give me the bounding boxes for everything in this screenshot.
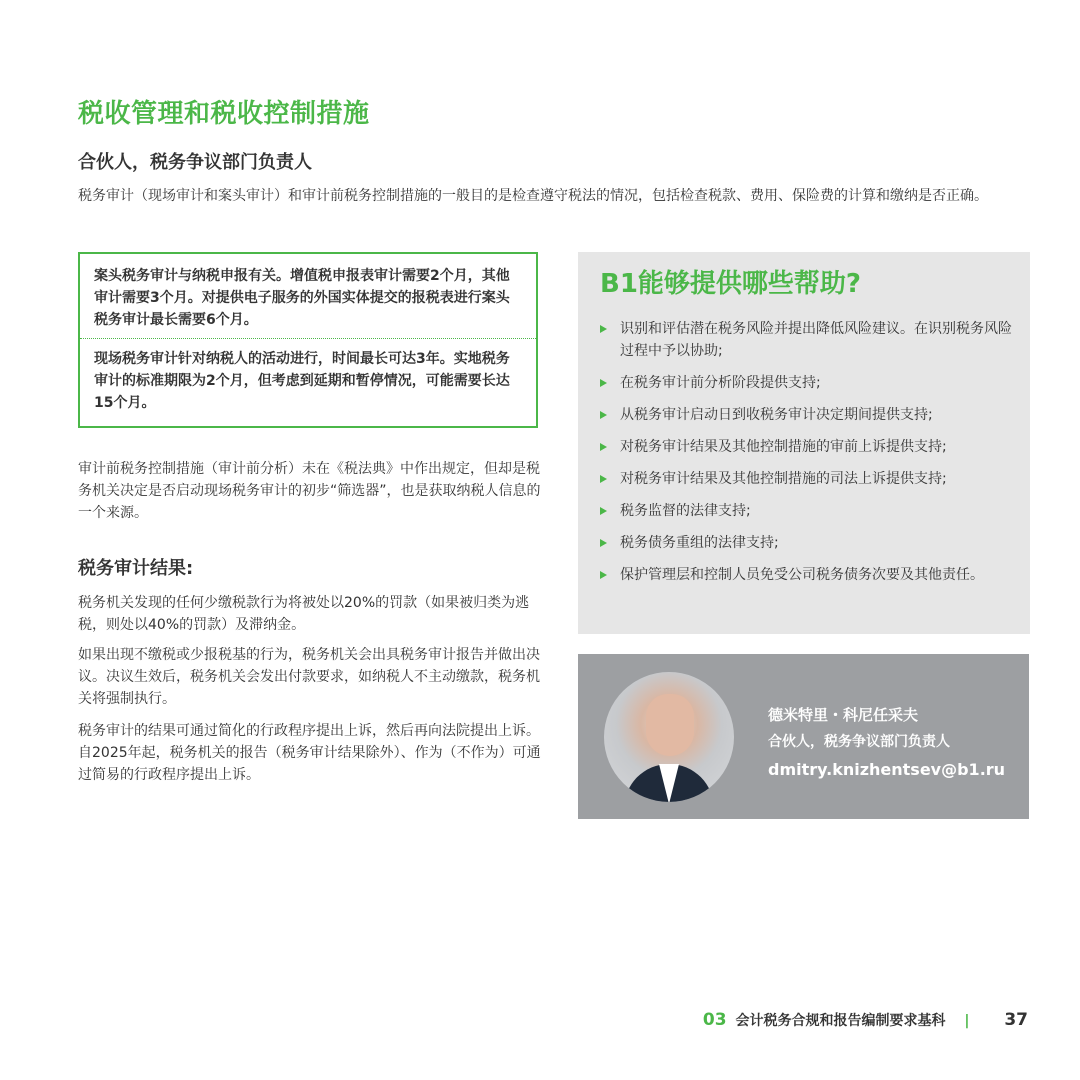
help-item: 税务债务重组的法律支持; [600, 532, 1015, 554]
section-title: 会计税务合规和报告编制要求基科 [735, 1013, 946, 1029]
section-number: 03 [702, 1010, 727, 1030]
help-item: 在税务审计前分析阶段提供支持; [600, 372, 1015, 394]
contact-role: 合伙人，税务争议部门负责人 [768, 734, 950, 750]
results-paragraph-1: 税务机关发现的任何少缴税款行为将被处以20%的罚款（如果被归类为逃税，则处以40%的罚款）及滞纳金。 [78, 595, 530, 633]
bullet-arrow-icon [600, 325, 607, 333]
help-item: 识别和评估潜在税务风险并提出降低风险建议。在识别税务风险过程中予以协助; [600, 318, 1015, 362]
help-item: 税务监督的法律支持; [600, 500, 1015, 522]
bullet-arrow-icon [600, 411, 607, 419]
footer-separator: | [964, 1013, 970, 1029]
bullet-arrow-icon [600, 539, 607, 547]
help-item: 对税务审计结果及其他控制措施的司法上诉提供支持; [600, 468, 1015, 490]
contact-card [578, 654, 1029, 819]
bullet-arrow-icon [600, 475, 607, 483]
help-item: 对税务审计结果及其他控制措施的审前上诉提供支持; [600, 436, 1015, 458]
results-paragraph-2: 如果出现不缴税或少报税基的行为，税务机关会出具税务审计报告并做出决议。决议生效后，税务机关会发出付款要求，如纳税人不主动缴款，税务机关将强制执行。 [78, 647, 540, 707]
bullet-arrow-icon [600, 379, 607, 387]
page-number: 37 [1004, 1010, 1028, 1030]
pre-audit-paragraph: 审计前税务控制措施（审计前分析）未在《税法典》中作出规定，但却是税务机关决定是否启动现场税务审计的初步“筛选器”，也是获取纳税人信息的一个来源。 [78, 461, 541, 521]
bullet-arrow-icon [600, 571, 607, 579]
contact-details [768, 702, 1005, 783]
contact-email[interactable]: dmitry.knizhentsev@b1.ru [768, 760, 1006, 779]
bullet-arrow-icon [600, 507, 607, 515]
intro-paragraph: 税务审计（现场审计和案头审计）和审计前税务控制措施的一般目的是检查遵守税法的情况，包括检查税款、费用、保险费的计算和缴纳是否正确。 [78, 188, 988, 204]
help-panel [578, 252, 1030, 634]
results-paragraph-3: 税务审计的结果可通过简化的行政程序提出上诉，然后再向法院提出上诉。自2025年起，税务机关的报告（税务审计结果除外）、作为（不作为）可通过简易的行政程序提出上诉。 [78, 723, 541, 783]
page-footer [703, 1008, 1028, 1033]
help-title: B1能够提供哪些帮助? [600, 269, 861, 299]
highlight-box [78, 252, 538, 428]
bullet-arrow-icon [600, 443, 607, 451]
avatar [604, 672, 734, 802]
field-audit-note: 现场税务审计针对纳税人的活动进行，时间最长可达3年。实地税务审计的标准期限为2个月，但考虑到延期和暂停情况，可能需要长达15个月。 [94, 351, 510, 411]
contact-name: 德米特里・科尼任采夫 [768, 706, 919, 724]
help-item: 从税务审计启动日到收税务审计决定期间提供支持; [600, 404, 1015, 426]
results-heading: 税务审计结果: [78, 558, 194, 579]
page-title: 税收管理和税收控制措施 [78, 99, 370, 129]
page-subtitle: 合伙人，税务争议部门负责人 [78, 152, 312, 173]
desk-audit-note: 案头税务审计与纳税申报有关。增值税申报表审计需要2个月，其他审计需要3个月。对提供电子服务的外国实体提交的报税表进行案头税务审计最长需要6个月。 [94, 268, 510, 328]
help-item: 保护管理层和控制人员免受公司税务债务次要及其他责任。 [600, 564, 1015, 586]
help-list [600, 318, 1015, 596]
